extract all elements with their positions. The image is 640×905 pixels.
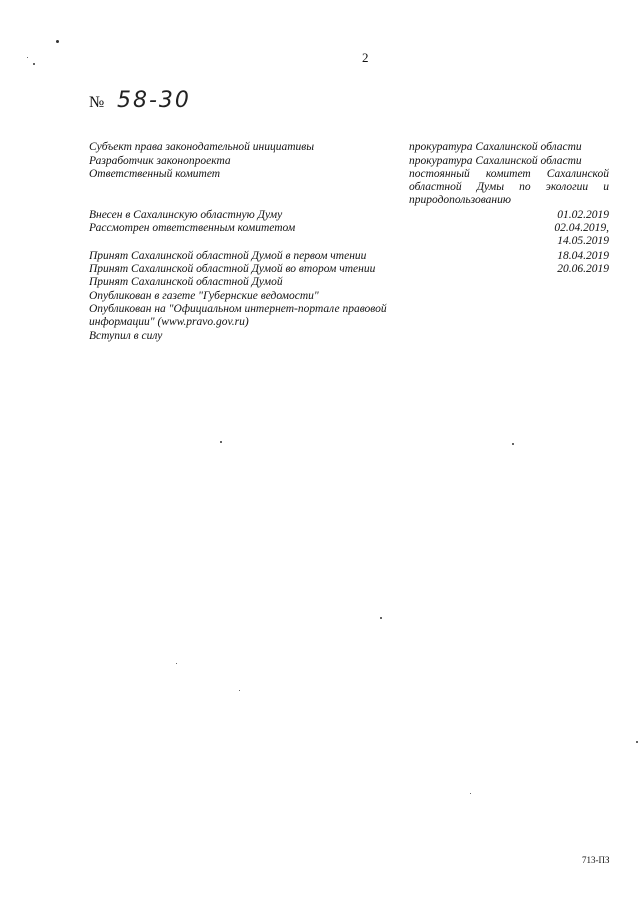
second-reading-value: 20.06.2019 <box>557 263 609 275</box>
scan-speck <box>27 57 28 58</box>
first-reading-value: 18.04.2019 <box>557 250 609 262</box>
scan-speck <box>33 63 35 65</box>
scan-speck <box>239 690 240 691</box>
scan-speck <box>512 443 514 445</box>
adopted-label: Принят Сахалинской областной Думой <box>89 276 283 288</box>
in-force-label: Вступил в силу <box>89 330 163 342</box>
developer-label: Разработчик законопроекта <box>89 155 231 167</box>
submitted-value: 01.02.2019 <box>557 209 609 221</box>
reviewed-value-1: 02.04.2019, <box>554 222 609 234</box>
published-portal-label: Опубликован на "Официальном интернет-портале правовой информации" (www.pravo.gov.ru) <box>89 303 387 328</box>
page-number: 2 <box>362 50 369 65</box>
developer-value: прокуратура Сахалинской области <box>409 155 582 167</box>
scan-speck <box>380 617 382 619</box>
scan-speck <box>470 793 471 794</box>
submitted-label: Внесен в Сахалинскую областную Думу <box>89 209 283 221</box>
first-reading-label: Принят Сахалинской областной Думой в первом чтении <box>89 250 367 262</box>
second-reading-label: Принят Сахалинской областной Думой во втором чтении <box>89 263 376 275</box>
initiative-subject-label: Субъект права законодательной инициативы <box>89 141 315 153</box>
registration-label: № <box>89 94 105 111</box>
scan-speck <box>220 441 222 443</box>
registration-value: 58-30 <box>117 88 191 113</box>
published-gazette-label: Опубликован в газете "Губернские ведомости" <box>89 290 319 302</box>
reviewed-value-2: 14.05.2019 <box>557 235 609 247</box>
reviewed-label: Рассмотрен ответственным комитетом <box>89 222 296 234</box>
footer-code: 713-ПЗ <box>582 855 610 865</box>
committee-label: Ответственный комитет <box>89 168 221 180</box>
scan-speck <box>636 741 638 743</box>
scan-speck <box>176 663 177 664</box>
initiative-subject-value: прокуратура Сахалинской области <box>409 141 582 153</box>
scan-speck <box>56 40 59 43</box>
committee-value: постоянный комитет Сахалинской областной Думы по экологии и природопользованию <box>409 168 609 206</box>
